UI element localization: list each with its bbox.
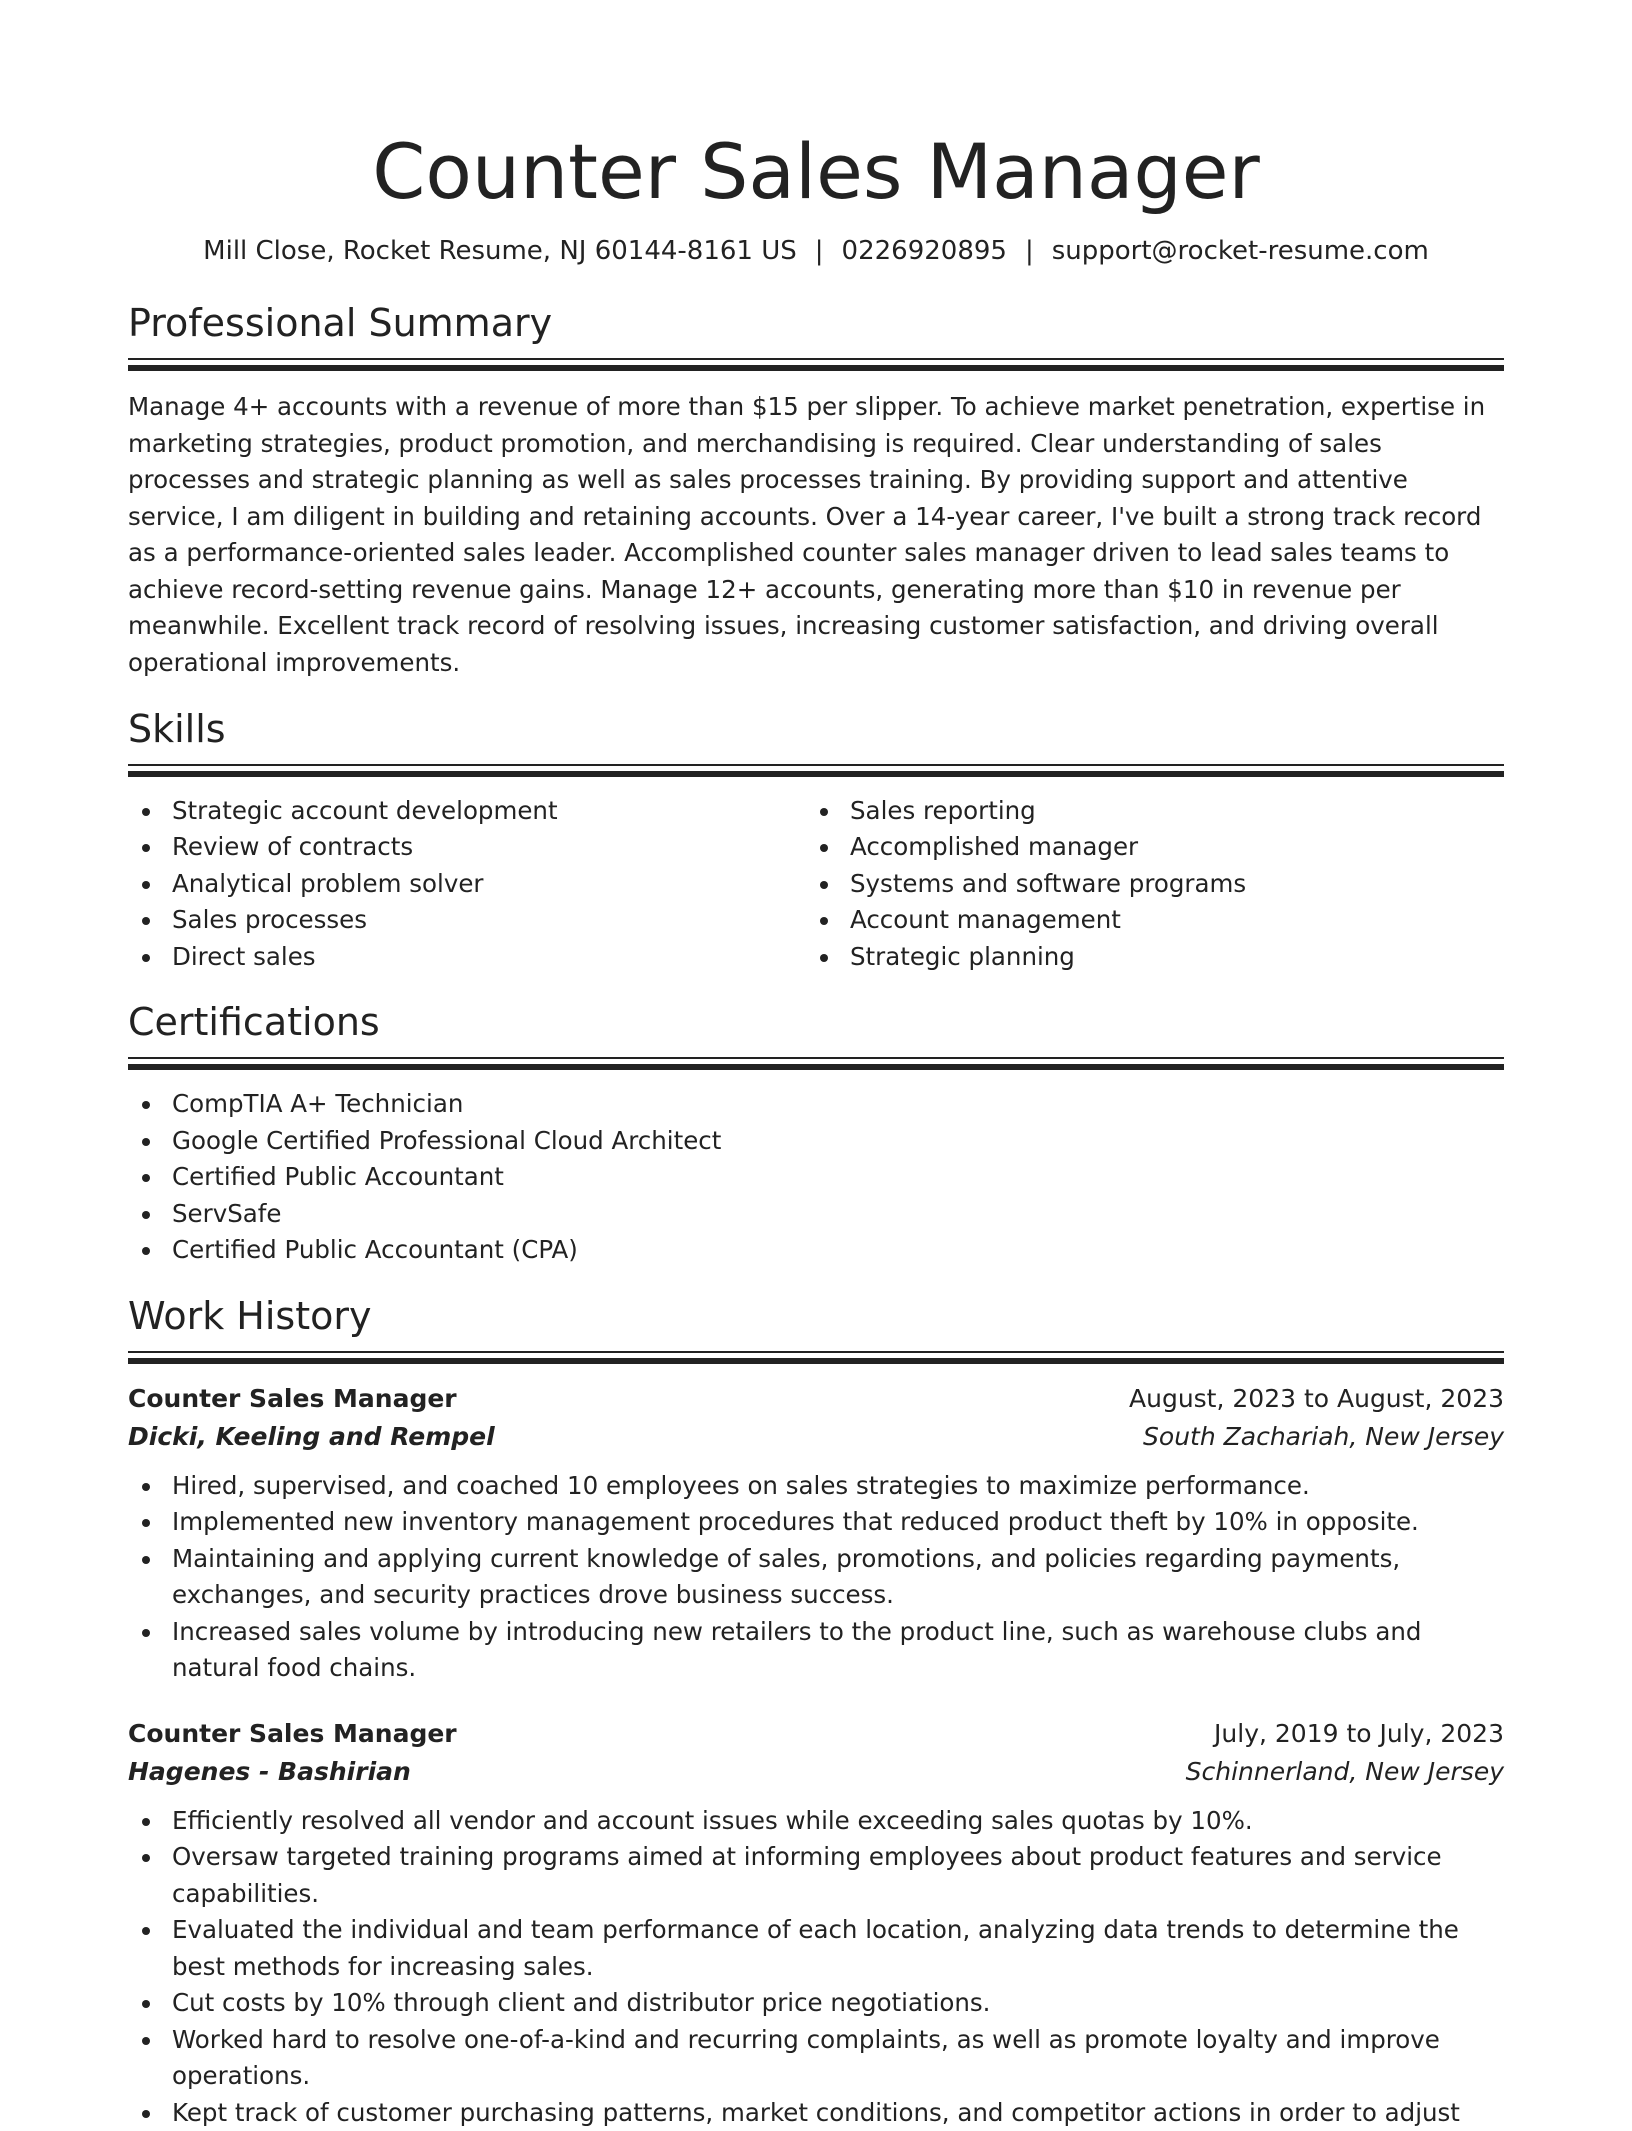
job-location: Schinnerland, New Jersey	[1186, 1753, 1504, 1791]
skill-item: Accomplished manager	[806, 829, 1484, 866]
job-title: Counter Sales Manager	[128, 1715, 457, 1753]
job-bullet: Maintaining and applying current knowledge of sales, promotions, and policies regarding payments, exchanges, and security practices drove business success.	[128, 1541, 1504, 1614]
certification-item: ServSafe	[128, 1196, 1504, 1233]
contact-line	[128, 234, 1504, 268]
section-skills	[128, 706, 1504, 976]
skill-item: Sales processes	[128, 902, 806, 939]
skill-item: Systems and software programs	[806, 866, 1484, 903]
resume-name: Counter Sales Manager	[128, 124, 1504, 220]
section-divider	[128, 764, 1504, 766]
section-certifications	[128, 999, 1504, 1269]
job-company: Dicki, Keeling and Rempel	[128, 1418, 495, 1456]
job-header	[128, 1715, 1504, 1753]
job-location: South Zachariah, New Jersey	[1143, 1418, 1504, 1456]
job-bullet: Evaluated the individual and team performance of each location, analyzing data trends to determine the best methods for increasing sales.	[128, 1912, 1504, 1985]
contact-address: Mill Close, Rocket Resume, NJ 60144-8161 US	[203, 236, 797, 266]
section-divider-thick	[128, 1358, 1504, 1364]
job-bullet: Oversaw targeted training programs aimed at informing employees about product features and service capabilities.	[128, 1839, 1504, 1912]
section-title-work-history: Work History	[128, 1293, 1504, 1339]
section-title-skills: Skills	[128, 706, 1504, 752]
skill-item: Sales reporting	[806, 793, 1484, 830]
contact-separator: |	[1007, 236, 1052, 266]
job-bullets	[128, 1468, 1504, 1687]
job-bullet: Kept track of customer purchasing patterns, market conditions, and competitor actions in order to adjust	[128, 2095, 1504, 2131]
job-company: Hagenes - Bashirian	[128, 1753, 411, 1791]
section-summary	[128, 300, 1504, 681]
skills-left-list	[128, 793, 806, 976]
contact-email: support@rocket-resume.com	[1052, 236, 1429, 266]
section-divider	[128, 1351, 1504, 1353]
skill-item: Direct sales	[128, 939, 806, 976]
contact-separator: |	[797, 236, 842, 266]
job-bullet: Worked hard to resolve one-of-a-kind and recurring complaints, as well as promote loyalty and improve operations.	[128, 2022, 1504, 2095]
job-title: Counter Sales Manager	[128, 1380, 457, 1418]
certifications-list	[128, 1086, 1504, 1269]
resume-page	[128, 0, 1504, 2131]
job-subheader	[128, 1418, 1504, 1456]
skill-item: Account management	[806, 902, 1484, 939]
summary-text: Manage 4+ accounts with a revenue of more than $15 per slipper. To achieve market penetration, expertise in marketing strategies, product promotion, and merchandising is required. Clear understanding of sales processes and strategic planning as well as sales processes training. By providing support and attentive service, I am diligent in building and retaining accounts. Over a 14-year career, I've built a strong track record as a performance-oriented sales leader. Accomplished counter sales manager driven to lead sales teams to achieve record-setting revenue gains. Manage 12+ accounts, generating more than $10 in revenue per meanwhile. Excellent track record of resolving issues, increasing customer satisfaction, and driving overall operational improvements.	[128, 389, 1504, 681]
section-divider-thick	[128, 771, 1504, 777]
section-divider	[128, 358, 1504, 360]
certification-item: Certified Public Accountant	[128, 1159, 1504, 1196]
skill-item: Review of contracts	[128, 829, 806, 866]
job-bullet: Efficiently resolved all vendor and account issues while exceeding sales quotas by 10%.	[128, 1803, 1504, 1840]
job-bullet: Hired, supervised, and coached 10 employees on sales strategies to maximize performance.	[128, 1468, 1504, 1505]
job-header	[128, 1380, 1504, 1418]
skill-item: Strategic account development	[128, 793, 806, 830]
section-title-certifications: Certifications	[128, 999, 1504, 1045]
section-divider	[128, 1057, 1504, 1059]
job-bullets	[128, 1803, 1504, 2131]
section-work-history	[128, 1293, 1504, 2131]
skill-item: Strategic planning	[806, 939, 1484, 976]
skills-grid	[128, 793, 1504, 976]
section-divider-thick	[128, 1064, 1504, 1070]
job-dates: July, 2019 to July, 2023	[1214, 1715, 1504, 1753]
certification-item: CompTIA A+ Technician	[128, 1086, 1504, 1123]
skills-right-list	[806, 793, 1484, 976]
section-title-summary: Professional Summary	[128, 300, 1504, 346]
section-divider-thick	[128, 365, 1504, 371]
job-bullet: Increased sales volume by introducing new retailers to the product line, such as warehouse clubs and natural food chains.	[128, 1614, 1504, 1687]
job-dates: August, 2023 to August, 2023	[1129, 1380, 1504, 1418]
certification-item: Google Certified Professional Cloud Architect	[128, 1123, 1504, 1160]
job-subheader	[128, 1753, 1504, 1791]
skill-item: Analytical problem solver	[128, 866, 806, 903]
job-entry	[128, 1380, 1504, 1687]
job-bullet: Implemented new inventory management procedures that reduced product theft by 10% in opposite.	[128, 1504, 1504, 1541]
certification-item: Certified Public Accountant (CPA)	[128, 1232, 1504, 1269]
job-bullet: Cut costs by 10% through client and distributor price negotiations.	[128, 1985, 1504, 2022]
contact-phone: 0226920895	[842, 236, 1007, 266]
job-entry	[128, 1715, 1504, 2131]
